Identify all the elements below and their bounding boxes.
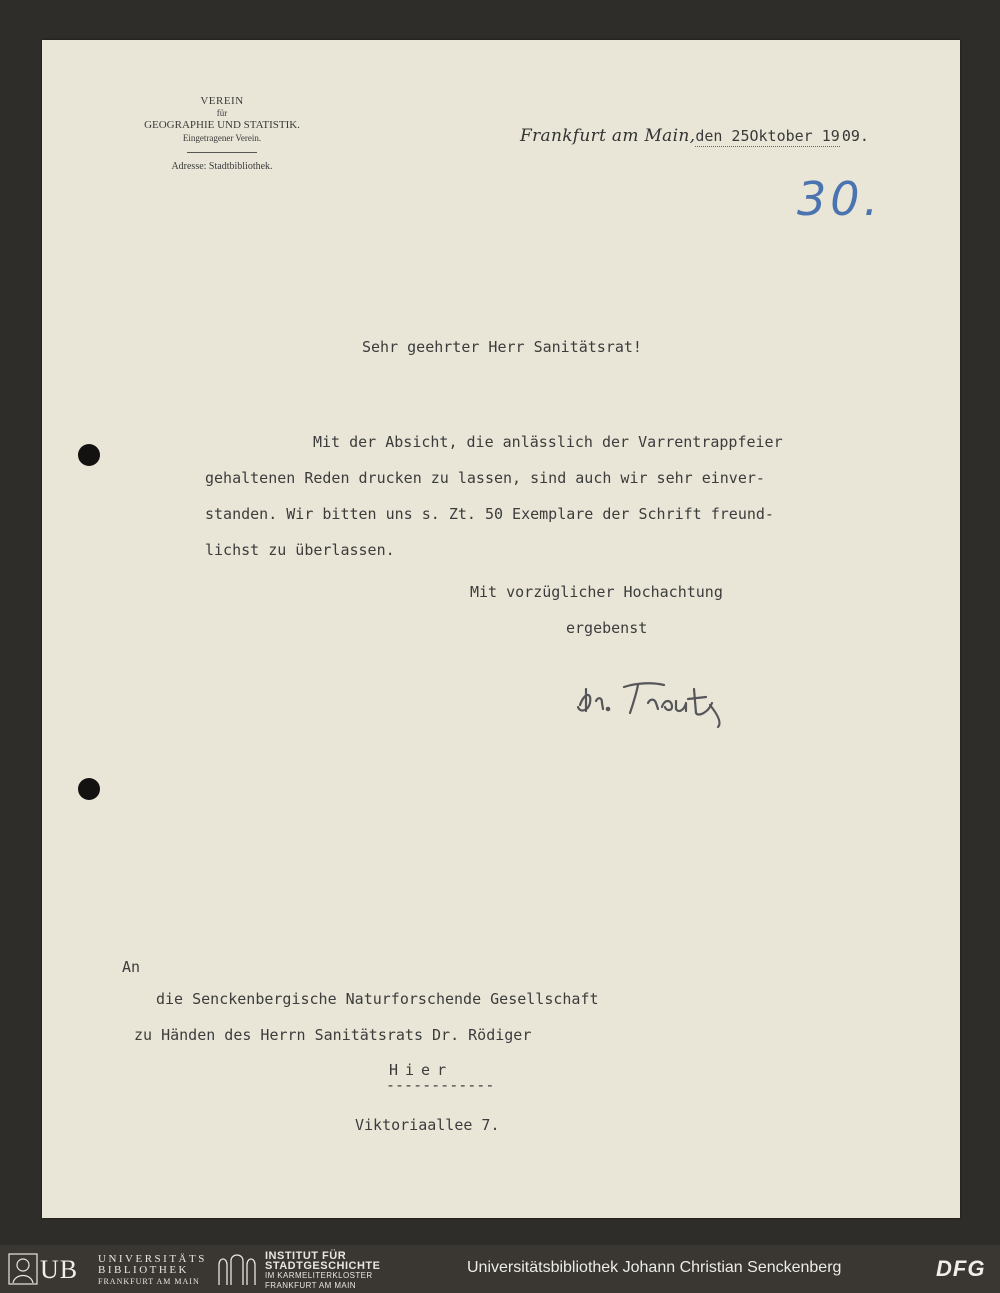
isg-line-4: FRANKFURT AM MAIN [265,1281,356,1290]
ub-line-1: UNIVERSITÄTS [98,1253,207,1265]
letterhead-divider [187,152,257,153]
regards: ergebenst [566,619,648,637]
library-credit: Universitätsbibliothek Johann Christian Senckenberg [467,1259,842,1276]
paragraph-line: standen. Wir bitten uns s. Zt. 50 Exemplare der Schrift freund- [205,505,774,523]
dfg-logo: DFG [936,1256,986,1281]
ub-line-2: BIBLIOTHEK [98,1264,189,1276]
ub-logo-letters: UB [40,1255,79,1284]
letterhead-line-fuer: für [216,108,228,118]
closing: Mit vorzüglicher Hochachtung [470,583,723,601]
recipient-organization: die Senckenbergische Naturforschende Gesellschaft [156,990,599,1008]
letterhead-line-verein: VEREIN [200,95,244,107]
recipient-attention: zu Händen des Herrn Sanitätsrats Dr. Rödiger [134,1026,532,1044]
recipient-local: Hier [389,1061,454,1079]
punch-hole [78,444,100,466]
recipient-an: An [122,958,141,976]
ub-wordmark [98,1254,207,1287]
letterhead-line-society: GEOGRAPHIE UND STATISTIK. [144,119,300,131]
isg-line-1: INSTITUT FÜR [265,1250,347,1262]
recipient-street: Viktoriaallee 7. [355,1116,500,1134]
archive-number-handwritten: 30. [797,172,883,226]
letter-paragraph [205,424,783,568]
ub-portrait-icon [8,1253,38,1289]
letterhead-line-registered: Eingetragener Verein. [182,133,262,143]
punch-hole [78,778,100,800]
isg-line-2: STADTGESCHICHTE [265,1260,381,1272]
dateline-date: den 25Oktober 19 [695,127,840,145]
ub-line-3: FRANKFURT AM MAIN [98,1277,200,1286]
dateline-place: Frankfurt am Main, [520,126,696,146]
footer-bar [0,1245,1000,1293]
letterhead [122,95,322,172]
dateline-year-suffix: 09. [841,127,869,145]
isg-line-3: IM KARMELITERKLOSTER [265,1271,373,1280]
dateline [520,126,869,146]
handwritten-signature [572,665,752,739]
isg-wordmark [265,1251,380,1291]
letterhead-address: Adresse: Stadtbibliothek. [171,161,273,172]
recipient-rule: ------------ [386,1076,495,1094]
paragraph-line: Mit der Absicht, die anlässlich der Varrentrappfeier [313,433,783,451]
letter-page [42,40,960,1218]
isg-arches-icon [215,1251,259,1291]
paragraph-line: lichst zu überlassen. [205,541,395,559]
paragraph-line: gehaltenen Reden drucken zu lassen, sind auch wir sehr einver- [205,469,765,487]
salutation: Sehr geehrter Herr Sanitätsrat! [362,338,642,356]
